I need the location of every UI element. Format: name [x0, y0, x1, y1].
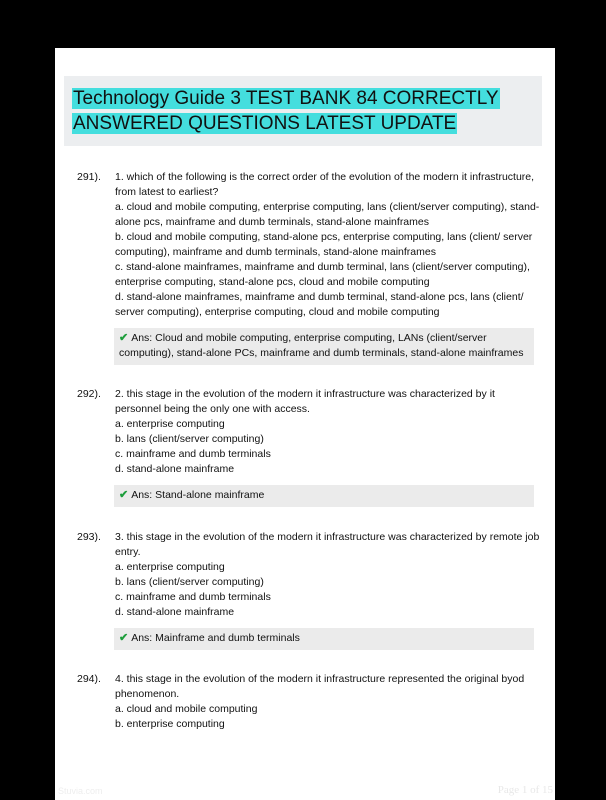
checkmark-icon: ✔ — [119, 489, 129, 501]
answer-box — [114, 628, 534, 650]
option-c: c. mainframe and dumb terminals — [115, 448, 271, 460]
question-number: 292). — [77, 388, 101, 400]
answer-box — [114, 485, 534, 507]
question-text — [115, 387, 540, 477]
option-d: d. stand-alone mainframe — [115, 606, 235, 618]
option-a: a. cloud and mobile computing, enterprise computing, lans (client/server computing), stand-alone pcs, mainframe and dumb terminals, stand-alone mainframes — [115, 201, 540, 228]
option-d: d. stand-alone mainframe — [115, 463, 235, 475]
option-b: b. lans (client/server computing) — [115, 433, 264, 445]
answer-text: Ans: Mainframe and dumb terminals — [131, 632, 300, 644]
question-number: 291). — [77, 171, 101, 183]
question-stem: 1. which of the following is the correct order of the evolution of the modern it infrastructure, from latest to earliest? — [115, 171, 535, 198]
question-stem: 3. this stage in the evolution of the modern it infrastructure was characterized by remote job entry. — [115, 531, 540, 558]
answer-text: Ans: Cloud and mobile computing, enterprise computing, LANs (client/server computing), stand-alone PCs, mainframe and dumb terminals, stand-alone mainframes — [119, 332, 524, 359]
title-line-2: ANSWERED QUESTIONS LATEST UPDATE — [73, 113, 457, 134]
option-b: b. enterprise computing — [115, 718, 225, 730]
question-number: 293). — [77, 531, 101, 543]
checkmark-icon: ✔ — [119, 332, 129, 344]
option-b: b. cloud and mobile computing, stand-alone pcs, enterprise computing, lans (client/ server computing), mainframe and dumb terminals, stand-alone mainframes — [115, 231, 533, 258]
question-text — [115, 170, 540, 320]
title-line-1: Technology Guide 3 TEST BANK 84 CORRECTLY — [73, 88, 499, 109]
footer-source: Stuvia.com — [58, 786, 103, 796]
option-b: b. lans (client/server computing) — [115, 576, 264, 588]
document-page — [55, 48, 555, 800]
answer-text: Ans: Stand-alone mainframe — [131, 489, 265, 501]
checkmark-icon: ✔ — [119, 632, 129, 644]
option-d: d. stand-alone mainframes, mainframe and dumb terminal, stand-alone pcs, lans (client/ server computing), enterprise computing, cloud and mobile computing — [115, 291, 524, 318]
question-stem: 2. this stage in the evolution of the modern it infrastructure was characterized by it personnel being the only one with access. — [115, 388, 495, 415]
document-title — [72, 86, 532, 136]
option-c: c. mainframe and dumb terminals — [115, 591, 271, 603]
question-text — [115, 672, 540, 732]
option-c: c. stand-alone mainframes, mainframe and dumb terminal, lans (client/server computing), enterprise computing, stand-alone pcs, cloud and mobile computing — [115, 261, 530, 288]
option-a: a. enterprise computing — [115, 418, 225, 430]
question-number: 294). — [77, 673, 101, 685]
page-number: Page 1 of 15 — [497, 784, 553, 796]
question-text — [115, 530, 540, 620]
option-a: a. enterprise computing — [115, 561, 225, 573]
answer-box — [114, 328, 534, 365]
option-a: a. cloud and mobile computing — [115, 703, 258, 715]
question-stem: 4. this stage in the evolution of the modern it infrastructure represented the original byod phenomenon. — [115, 673, 525, 700]
